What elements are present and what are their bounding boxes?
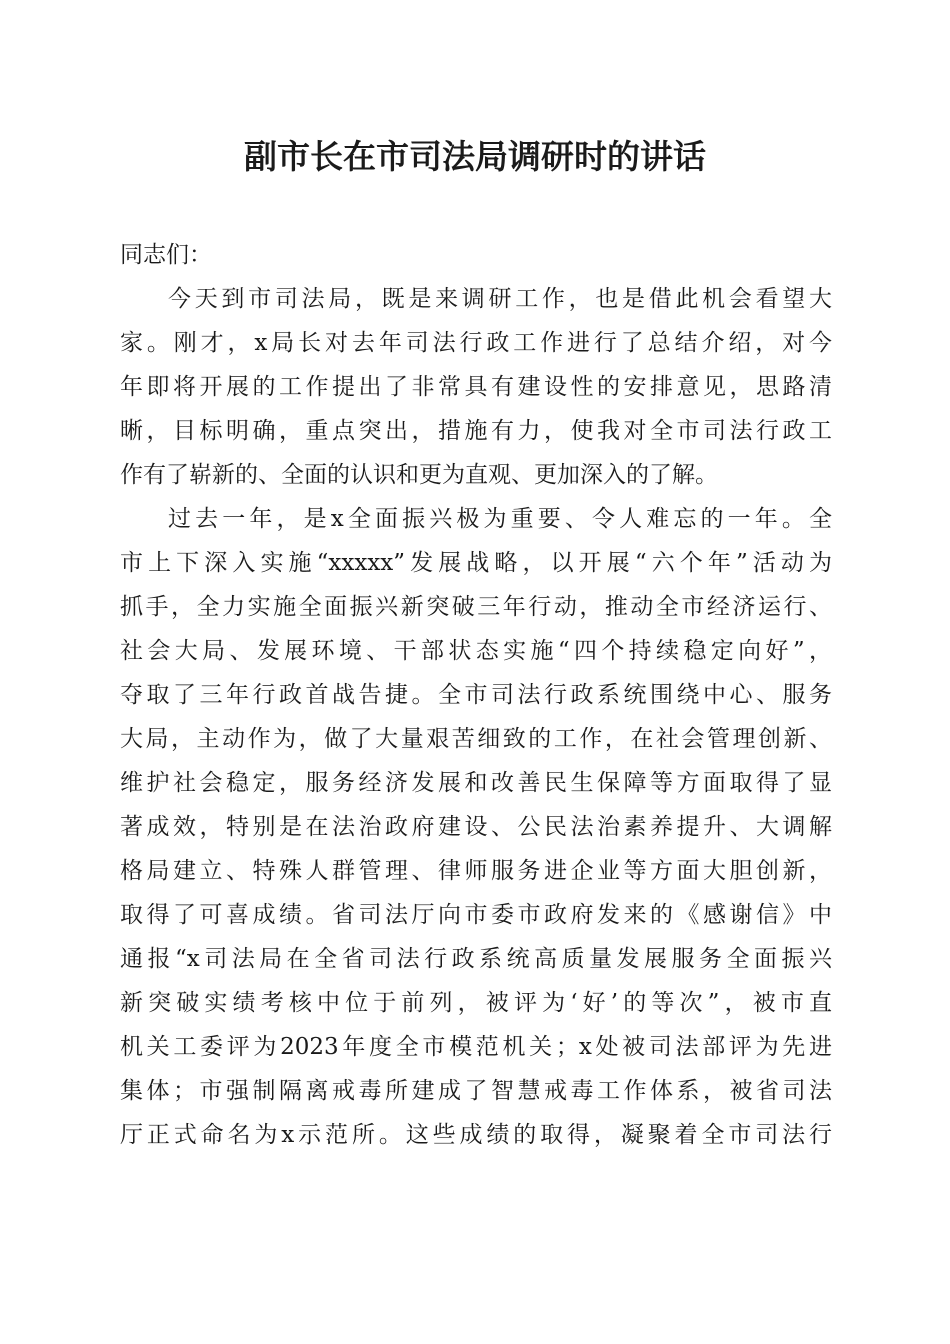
paragraph-2-line-2: 市上下深入实施“xxxxx”发展战略，以开展“六个年”活动为 bbox=[120, 550, 832, 576]
paragraph-2-line-8: 著成效，特别是在法治政府建设、公民法治素养提升、大调解 bbox=[120, 814, 832, 840]
paragraph-1-line-4: 晰，目标明确，重点突出，措施有力，使我对全市司法行政工 bbox=[120, 418, 832, 444]
document-title: 副市长在市司法局调研时的讲话 bbox=[244, 137, 706, 176]
salutation: 同志们： bbox=[120, 242, 212, 268]
paragraph-2-line-13: 机关工委评为2023年度全市模范机关；x处被司法部评为先进 bbox=[120, 1034, 832, 1060]
paragraph-2-line-9: 格局建立、特殊人群管理、律师服务进企业等方面大胆创新， bbox=[120, 858, 832, 884]
document-body bbox=[120, 233, 832, 1157]
paragraph-2-line-5: 夺取了三年行政首战告捷。全市司法行政系统围绕中心、服务 bbox=[120, 682, 832, 708]
paragraph-1-line-5: 作有了崭新的、全面的认识和更为直观、更加深入的了解。 bbox=[120, 462, 718, 488]
paragraph-1-line-3: 年即将开展的工作提出了非常具有建设性的安排意见，思路清 bbox=[120, 374, 832, 400]
paragraph-2-line-10: 取得了可喜成绩。省司法厅向市委市政府发来的《感谢信》中 bbox=[120, 902, 832, 928]
paragraph-2-line-4: 社会大局、发展环境、干部状态实施“四个持续稳定向好”， bbox=[120, 638, 832, 664]
paragraph-2-line-1: 过去一年，是x全面振兴极为重要、令人难忘的一年。全 bbox=[168, 506, 832, 532]
paragraph-2-line-3: 抓手，全力实施全面振兴新突破三年行动，推动全市经济运行、 bbox=[120, 594, 832, 620]
paragraph-2-line-15: 厅正式命名为x示范所。这些成绩的取得，凝聚着全市司法行 bbox=[120, 1122, 832, 1148]
paragraph-1-line-2: 家。刚才，x局长对去年司法行政工作进行了总结介绍，对今 bbox=[120, 330, 832, 356]
paragraph-2-line-7: 维护社会稳定，服务经济发展和改善民生保障等方面取得了显 bbox=[120, 770, 832, 796]
paragraph-2-line-12: 新突破实绩考核中位于前列，被评为‘好’的等次”，被市直 bbox=[120, 990, 832, 1016]
paragraph-2-line-6: 大局，主动作为，做了大量艰苦细致的工作，在社会管理创新、 bbox=[120, 726, 832, 752]
paragraph-2-line-11: 通报“x司法局在全省司法行政系统高质量发展服务全面振兴 bbox=[120, 946, 832, 972]
paragraph-1-line-1: 今天到市司法局，既是来调研工作，也是借此机会看望大 bbox=[168, 286, 832, 312]
paragraph-2-line-14: 集体；市强制隔离戒毒所建成了智慧戒毒工作体系，被省司法 bbox=[120, 1078, 832, 1104]
